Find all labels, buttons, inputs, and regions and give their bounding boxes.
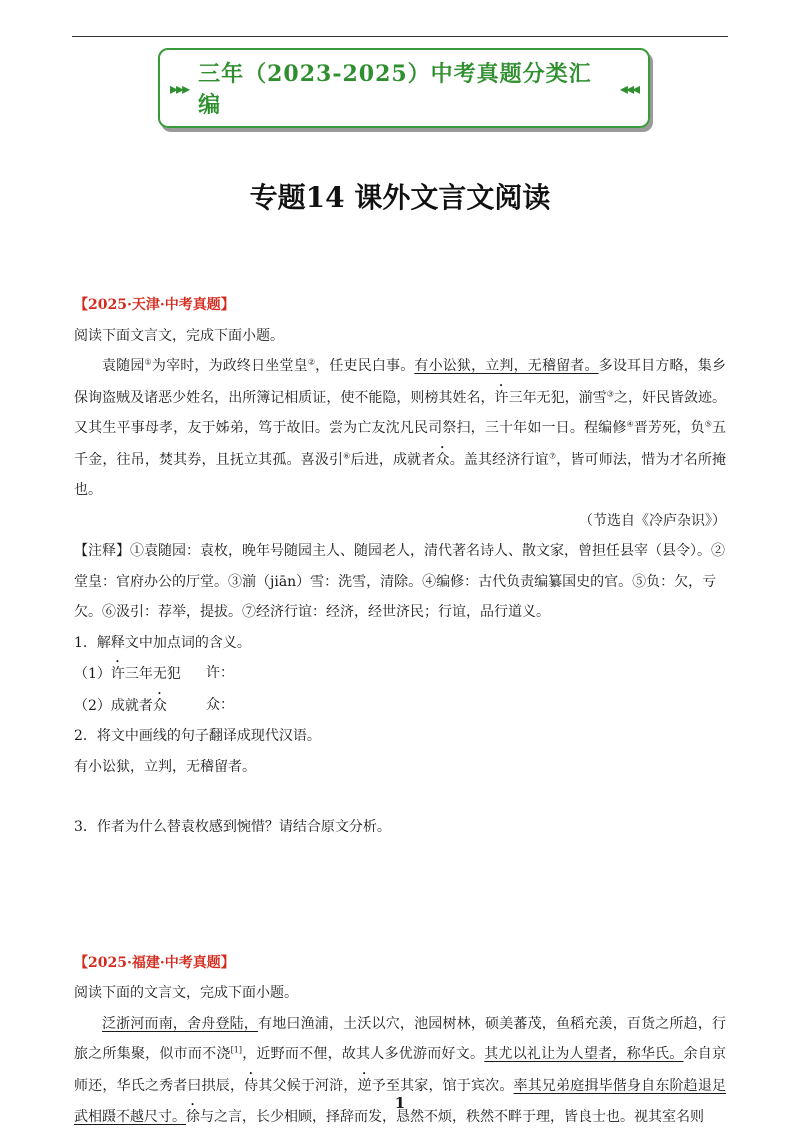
- text-run: 三年无犯: [124, 666, 181, 682]
- text-run: 多设耳目方略，集乡保询盗贼及诸恶少姓名，出所簿记相质证，使不能隐，则榜其姓名，: [74, 358, 727, 406]
- text-run: 余自京师还，华氏之秀者曰拱辰，: [74, 1046, 727, 1094]
- question-2: 2．将文中画线的句子翻译成现代汉语。: [74, 728, 321, 744]
- dotted-word: 许: [494, 389, 509, 406]
- dotted-word: 逆: [357, 1077, 372, 1094]
- page-title: 专题14 课外文言文阅读: [249, 181, 551, 214]
- underlined-sentence: 其尤以礼让为人望者，称华氏。: [484, 1046, 684, 1062]
- annotation-notes: 【注释】①袁随园：袁枚，晚年号随园主人、随园老人，清代著名诗人、散文家，曾担任县宰（县令）。②堂皇：官府办公的厅堂。③湔（jiān）雪：洗雪，清除。④编修：古代负责编纂国史的官。⑤负：欠，亏欠。⑥汲引：荐举，提拔。⑦经济行谊：经济，经世济民；行谊，品行道义。: [74, 543, 725, 620]
- banner-text: 三年（2023-2025）中考真题分类汇编: [198, 61, 592, 118]
- text-run: 三年无犯，湔雪: [508, 389, 607, 406]
- note-marker: ②: [307, 357, 316, 367]
- question-1: 1．解释文中加点词的含义。: [74, 634, 251, 651]
- text-run: 有地曰渔浦，土沃以穴，池园树林，硕美蕃茂，鱼稻充羡，百货之所趋，行旅之所集聚，似市而不浇: [74, 1015, 726, 1062]
- section2-passage: [74, 1009, 726, 1133]
- note-marker: ④: [626, 419, 634, 429]
- question-3: 3．作者为什么替袁枚感到惋惜？请结合原文分析。: [74, 819, 391, 835]
- triangle-left-icon: ◂◂◂: [619, 78, 638, 98]
- note-marker: [1]: [230, 1045, 242, 1055]
- passage-source: （节选自《冷庐杂识》）: [579, 512, 726, 529]
- header-rule: [72, 36, 728, 37]
- note-marker: ⑥: [343, 450, 351, 460]
- question-1-2: [74, 690, 726, 722]
- text-run: ，皆可师法，惜为才名所掩也。: [74, 451, 727, 498]
- dotted-word: 众: [152, 697, 167, 714]
- document-body: [74, 290, 726, 1133]
- text-run: （1）: [74, 666, 111, 682]
- text-run: 。盖其经济行谊: [449, 451, 549, 468]
- note-marker: ①: [144, 357, 152, 367]
- dotted-word: 许: [110, 666, 125, 682]
- dotted-word: 侍: [244, 1077, 259, 1094]
- dotted-word: 众: [435, 451, 450, 468]
- section2-tag: 【2025·福建·中考真题】: [74, 954, 235, 971]
- page-number: 1: [394, 1094, 406, 1112]
- text-run: 袁随园: [102, 358, 145, 374]
- note-marker: ③: [606, 388, 614, 398]
- note-marker: ⑤: [704, 419, 713, 429]
- underlined-sentence: 率其兄弟庭揖毕偕身自东阶趋退足武相蹑不越尺寸。: [74, 1077, 727, 1125]
- answer-blank: 众：: [206, 696, 234, 713]
- text-run: 予至其家，馆于宾次。: [371, 1077, 514, 1094]
- section2-instruction: 阅读下面的文言文，完成下面小题。: [74, 985, 298, 1001]
- section1-tag: 【2025·天津·中考真题】: [74, 297, 235, 313]
- text-run: 后进，成就者: [350, 451, 436, 468]
- text-run: 晋芳死，负: [633, 420, 705, 436]
- text-run: （2）成就者: [74, 697, 153, 714]
- text-run: ，近野而不俚，故其人多优游而好文。: [241, 1046, 485, 1062]
- text-run: 为宰时，为政终日坐堂皇: [151, 358, 308, 374]
- question-1-1: [74, 658, 726, 690]
- text-run: 与之言，长少相顾，择辞而发，恳然不烦，秩然不畔于理，皆良士也。视其室名则: [200, 1109, 704, 1125]
- underlined-sentence: 有小讼狱，立判，无稽留者。: [414, 358, 599, 374]
- text-run: ，任吏民白事。: [315, 358, 415, 374]
- text-run: 之，奸民皆敛迹。又其生平事母孝，友于姊弟，笃于故旧。尝为亡友沈凡民司祭扫，三十年如一日。程编修: [74, 389, 727, 436]
- text-run: 其父候于河浒，: [258, 1077, 358, 1094]
- dotted-word: 徐: [186, 1109, 200, 1125]
- triangle-right-icon: ▸▸▸: [170, 78, 189, 98]
- section1-instruction: 阅读下面文言文，完成下面小题。: [74, 327, 284, 344]
- note-marker: ⑦: [548, 450, 557, 460]
- question-2-sentence: 有小讼狱，立判，无稽留者。: [74, 758, 256, 775]
- answer-blank: 许：: [206, 665, 234, 681]
- underlined-sentence: 泛浙河而南，舍舟登陆，: [102, 1015, 259, 1032]
- section1-passage: [74, 351, 726, 506]
- text-run: 五千金，往吊，焚其券，且抚立其孤。喜汲引: [74, 420, 727, 468]
- series-banner: [158, 48, 650, 128]
